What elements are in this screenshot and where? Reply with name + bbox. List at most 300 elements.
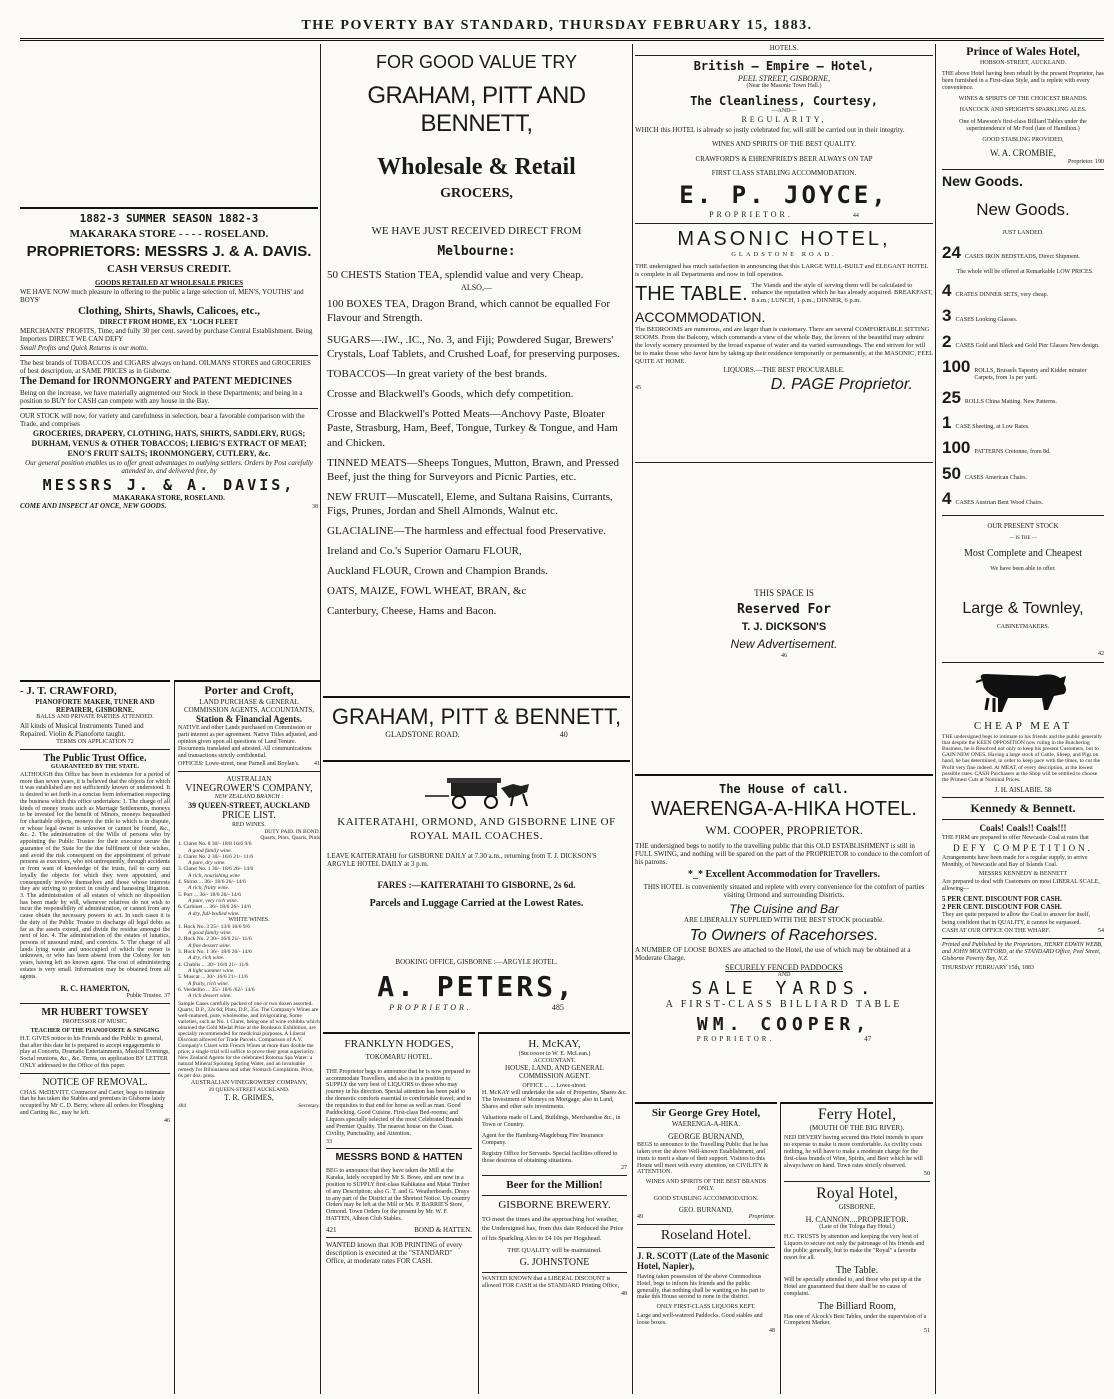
white-wine-list <box>178 924 320 1000</box>
vine-address: 39 QUEEN-STREET, AUCKLAND <box>188 801 310 811</box>
body-text: Valuations made of Land, Buildings, Merchandise &c., in Town or Country. <box>482 1115 621 1128</box>
goods-qty: 100 <box>942 438 971 458</box>
ad-number: 42 <box>1098 651 1104 658</box>
wine-desc: A rich dessert wine. <box>188 993 232 1000</box>
porter-offices: OFFICES: Lowe-street, near Parnell and Boylan's. <box>178 760 300 767</box>
crawford-heading: - J. T. CRAWFORD, <box>20 685 117 697</box>
goods-qty: 50 <box>942 463 961 483</box>
cooper-line: WM. COOPER, PROPRIETOR. <box>705 823 863 837</box>
ad-number: 27 <box>621 1165 627 1172</box>
trust-sub: GUARANTEED BY THE STATE. <box>50 764 140 771</box>
body-text: CHAS. McDEVITT, Contractor and Carter, begs to intimate that he has taken the Stables and premises in Gisborne lately occupied by Mr C. D. Berry, where all orders for Ploughing and Carting &c., may be left. <box>20 1089 166 1117</box>
body-text: Sample Cases carefully packed of one or two dozen assorted. Quarts, D.P., 32s 6d; Pints, D.P., 35s. The Company's Wines are well-matured, pure, wholesome, and invigorating. Some varieties, such as No. 1 Claret, being one of wine exhibits which obtained the Gold Medal Prize at the Bordeaux Exhibition, are specially recommended for medicinal purposes. A Liberal Discount allowed for Trade Parcels. Comparison of A.V. Company's Claret with French Wines at more than double the price; a single trial will suffice to prove their great superiority. New Zealand Agents for the celebrated Rotorua Spa Water: a natural Mineral Spouting Spring Water, and an invaluable remedy for Biliousness and other Stomach Complaints. Price, 6s per doz. pints. <box>178 1000 320 1080</box>
cuisine-line: The Cuisine and Bar <box>729 902 839 916</box>
bull-icon <box>968 666 1078 718</box>
ad-number: 44 <box>852 213 859 220</box>
peel-line: PEEL STREET, GISBORNE, <box>737 73 831 83</box>
ad-number: 50 <box>924 1170 930 1177</box>
wine-row: 6. Verdeilho ... 35/- 18/6 /62/- 14/6 <box>178 986 255 993</box>
wine-desc: A rich, nourishing wine <box>188 872 240 879</box>
body-text: Large and well-watered Paddocks. Good stables and loose boxes. <box>637 1313 763 1327</box>
accom-heading: ACCOMMODATION. <box>635 308 766 325</box>
stock-item: SUGARS—.IW., .IC., No. 3, and Fiji; Powdered Sugar, Brewers' Crystals, Loaf Tablets, and Crushed Loaf, for preserving purposes. <box>327 334 620 361</box>
billiard-line: A FIRST-CLASS BILLIARD TABLE <box>665 999 903 1010</box>
stock-item: TOBACCOS—In great variety of the best brands. <box>327 368 548 381</box>
goods-item <box>942 438 1104 458</box>
body-text: They are quite prepared to allow the Coal to answer for itself, being confident that in QUALITY, it cannot be surpassed. <box>942 912 1090 926</box>
secure-line: SECURELY FENCED PADDOCKS <box>725 963 843 972</box>
white-heading: WHITE WINES. <box>228 916 270 923</box>
goods-item <box>942 489 1104 509</box>
body-text: TO meet the times and the approaching hot weather, the Undersigned has, from this date Reduced the Price of his Sparkling Ales to £4 10s per Hogshead. <box>482 1215 624 1243</box>
vine-footer2: 39 QUEEN-STREET AUCKLAND. <box>208 1087 290 1094</box>
direct-line: DIRECT FROM HOME, EX "LOCH FLEET <box>99 317 239 326</box>
kennedy-heading: Kennedy & Bennett. <box>970 801 1076 816</box>
hamerton-sub: Public Trustee. 37 <box>126 993 170 1000</box>
body-text: THE Proprietor begs to announce that he is now prepared to accommodate Travellers, and also is in a position to SUPPLY the very best of LIQUORS to those who may journey in his direction. Special attention has been paid to the domestic comforts essential to comfortable travel; and to the requisites to that end for horse as well as man. Good Paddocking. Good Cuisine. First-class Bed-rooms; and Liquors specially selected of the most Celebrated Brands and Premier Quality. The nearest house on the Coast. Civility, Punctuality, and Attention. <box>326 1068 472 1137</box>
wine-row: 2. Hock No. 2 30/- 16/6 21/- 11/6 <box>178 936 252 943</box>
joyce-heading: E. P. JOYCE, <box>679 181 889 210</box>
ferry-heading: Ferry Hotel, <box>817 1106 897 1123</box>
grey-heading: Sir George Grey Hotel, <box>651 1107 761 1119</box>
wines-line: WINES AND SPIRITS OF THE BEST QUALITY. <box>711 140 857 149</box>
crawford-terms: TERMS ON APPLICATION 72 <box>56 738 134 745</box>
liquors-line: LIQUORS.—THE BEST PROCURABLE. <box>723 366 845 375</box>
wine-row: 4. Shiraz ... 36/- 18/6 26/- 14/6 <box>178 879 246 886</box>
hancock-line: HANCOCK AND SPEIGHT'S SPARKLING ALES. <box>959 107 1087 114</box>
stock-item: Crosse and Blackwell's Potted Meats—Anchovy Paste, Bloater Paste, Strasburg, Ham, Beef, Tongue, Turkey & Tongue, and Ham and Chicken. <box>327 408 618 449</box>
goods-text: ROLLS, Brussels Tapestry and Kidder minster Carpets, from 1s per yard. <box>974 368 1087 382</box>
clothing-line: Clothing, Shirts, Shawls, Calicoes, etc., <box>77 304 261 317</box>
cheap-heading: CHEAP MEAT <box>973 719 1073 732</box>
waerenga-heading: WAERENGA-A-HIKA HOTEL. <box>651 798 917 820</box>
masthead-rule <box>20 38 1104 41</box>
is-line: — IS THE — <box>1009 535 1037 541</box>
body-text: The BEDROOMS are numerous, and are larger than is customary. There are several COMFORTABLE SITTING ROOMS. From the Balcony, which commands a view of the whole Bay, the lovers of the beautiful may admire the lovely scenery presented by the broad expanse of water and its varied surroundings. The end striven for will be to make those who favor him by taking up their residence temporarily or permanently, at the MASONIC, FEEL QUITE AT HOME. <box>635 326 933 365</box>
goods-qty: 24 <box>942 243 961 263</box>
body-text: THE undersigned begs to notify to the travelling public that this OLD ESTABLISHMENT is still in FULL SWING, and nothing will be spared on the part of the PROPRIETOR to conduce to the comfort of his patrons. <box>635 842 930 866</box>
goods-item <box>942 306 1104 326</box>
wine-row: 1. Claret No. 8 30/- 18/8 16/6 9/6 <box>178 841 252 848</box>
roseland-heading: Roseland Hotel. <box>660 1227 752 1243</box>
gpb-footer-block <box>323 696 630 756</box>
qp-heading: Quarts, Pints, Quarts, Pints <box>260 834 320 841</box>
goods-text: CASES Gold and Black and Gold Pier Glasses New design. <box>955 342 1100 349</box>
goods-qty: 25 <box>942 387 961 407</box>
goods-item <box>942 269 1104 276</box>
price-heading: PRICE LIST. <box>222 810 276 822</box>
hobson-line: HOBSON-STREET, AUCKLAND. <box>979 60 1067 67</box>
body-text: BEGS to announce to the Travelling Public that he has taken over the above Well-known Establishment, and trusts to merit a share of their support. Visitors to this House will meet with every attention, on CIVILITY & ATTENTION. <box>637 1141 769 1176</box>
wine-row: 1. Hock No. 3 25/- 13/6 16/6 9/6 <box>178 923 250 930</box>
ad-number: 40 <box>559 730 568 739</box>
british-heading: British — Empire — Hotel, <box>693 59 875 74</box>
column-divider <box>320 44 321 1394</box>
column-left-lower-b <box>174 680 320 1394</box>
towsey-heading: MR HUBERT TOWSEY <box>41 1007 149 1019</box>
hamerton-sig: R. C. HAMERTON, <box>60 984 130 994</box>
landed-line: JUST LANDED. <box>1002 230 1044 237</box>
parcels-line: Parcels and Luggage Carried at the Lowest Rates. <box>369 897 584 909</box>
body-text: Will be specially attended to, and those who put up at the Hotel are guaranteed that there shall be no cause of complaint. <box>784 1277 922 1298</box>
vine-heading2: VINEGROWER'S COMPANY, <box>185 782 313 794</box>
stabling-line: GOOD STABLING PROVIDED, <box>982 136 1064 143</box>
body-text: The Viands and the style of serving them will be calculated to enhance the reputation which he has already acquired. BREAKFAST, 8 a.m.; LUNCH, 1 p.m.; DINNER, 6 p.m. <box>751 281 933 305</box>
body-text: Agent for the Hamburg-Magdeburg Fire Insurance Company. <box>482 1132 604 1146</box>
coach-icon <box>417 776 537 810</box>
mckay-house: HOUSE, LAND, AND GENERAL COMMISSION AGENT. <box>505 1064 604 1081</box>
coach-heading: KAITERATAHI, ORMOND, AND GISBORNE LINE OF ROYAL MAIL COACHES. <box>337 816 616 842</box>
stock-item: Auckland FLOUR, Crown and Champion Brands. <box>327 565 548 578</box>
discount-5: 5 PER CENT. DISCOUNT FOR CASH. <box>942 894 1062 903</box>
grey-stable: GOOD STABLING ACCOMMODATION. <box>653 1196 759 1203</box>
dickson-line: T. J. DICKSON'S <box>741 621 827 633</box>
body-text: The best brands of TOBACCOS and CIGARS always on hand. OILMANS STORES and GROCERIES of best description, at SAME PRICES as in Gisborne. <box>20 359 311 376</box>
and-line: —AND— <box>771 107 797 114</box>
masonic-heading: MASONIC HOTEL, <box>677 228 891 251</box>
gpb-footer-sub: GLADSTONE ROAD. <box>385 730 460 739</box>
wine-row: 4. Chablis ... 30/- 16/6 21/- 11/6 <box>178 961 249 968</box>
goods-qty: 100 <box>942 357 971 377</box>
goods-text: CASES American Chairs. <box>964 474 1028 481</box>
cannon-line: H. CANNON....PROPRIETOR. <box>805 1215 909 1225</box>
body-text: A NUMBER OF LOOSE BOXES are attached to the Hotel, the use of which may be obtained at a Moderate Charge. <box>635 946 911 962</box>
houseof-heading: The House of call. <box>718 782 850 796</box>
body-text: NED DEVERY having secured this Hotel intends to spare no expense to make it more comfortable. As civility costs nothing, he will have to make a moderate charge for the first-class brands of Wine, Spirits, and Beer which he will always have on hand. Town rates strictly observed. <box>784 1135 924 1169</box>
mckay-heading: H. McKAY, <box>528 1038 581 1050</box>
wine-desc: A fine dessert wine. <box>188 942 231 949</box>
stock-item: 100 BOXES TEA, Dragon Brand, which cannot be equalled For Flavour and Strength. <box>327 297 610 324</box>
franklyn-block <box>323 1032 475 1394</box>
wine-row: 3. Hock No. 1 36/- 18/6 26/- 14/6 <box>178 949 252 956</box>
wholesale-heading: Wholesale & Retail <box>377 154 576 181</box>
royal-heading: Royal Hotel, <box>816 1184 898 1202</box>
ad-number: 48 <box>621 1290 627 1297</box>
wine-desc: A pure, very rich wine. <box>188 898 239 905</box>
vine-footer: AUSTRALIAN VINEGROWERS' COMPANY, <box>190 1080 308 1087</box>
goods-qty: 4 <box>942 281 952 301</box>
towsey-teacher: TEACHER OF THE PIANOFORTE & SINGING <box>30 1027 160 1034</box>
billiard-heading: The Billiard Room, <box>817 1301 897 1313</box>
goods-item <box>942 388 1104 408</box>
scott-line: J. R. SCOTT (Late of the Masonic Hotel, Napier), <box>637 1251 769 1272</box>
body-text: H. McKAY will undertake the sale of Properties, Shares &c. The Investment of Moneys on Mortgage; also in Land, Shares and other safe investments. <box>482 1090 627 1111</box>
body-text: Has one of Alcock's Best Tables, under the supervision of a Competent Marker. <box>784 1313 927 1327</box>
royal-sub: GISBORNE. <box>838 1203 876 1212</box>
wine-desc: A dry, rich wine. <box>188 955 225 962</box>
liberal-line: ARE LIBERALLY SUPPLIED WITH THE BEST STOCK procurable. <box>684 916 884 924</box>
bond-heading: MESSRS BOND & HATTEN <box>335 1152 463 1164</box>
cash-heading: CASH VERSUS CREDIT. <box>107 263 231 276</box>
table-heading: THE TABLE. <box>635 282 748 305</box>
body-text: WANTED KNOWN that a LIBERAL DISCOUNT is allowed FOR CASH at the STANDARD Printing Office, <box>482 1275 620 1289</box>
grey-sig: GEO. BURNAND, <box>678 1206 734 1214</box>
duty-heading: DUTY PAID. IN BOND. <box>264 828 320 835</box>
waerenga-block <box>635 774 933 1102</box>
peters-block <box>323 952 630 1032</box>
johnstone-sig: G. JOHNSTONE <box>519 1257 590 1269</box>
regularity-line: REGULARITY, <box>741 115 827 125</box>
body-text: NATIVE and other Lands purchased on Commission or parti interest as per agreement. Native Titles adjusted, and opinion given upon all questions of Land Tenure. Documents translated and attested. All communications and transactions strictly confidential. <box>178 725 318 759</box>
body-text: Being on the increase, we have materially augmented our Stock in these Departments; and being in a position to BUY for CASH can compete with any house in the Bay. <box>20 389 303 406</box>
porter-sub: LAND PURCHASE & GENERAL COMMISSION AGENTS, ACCOUNTANTS, <box>183 697 315 714</box>
season-heading: 1882-3 SUMMER SEASON 1882-3 <box>79 212 259 225</box>
ad-number: 47 <box>864 1035 872 1043</box>
crawford-sub: PIANOFORTE MAKER, TUNER AND REPAIRER, GISBORNE. <box>35 697 155 714</box>
ferry-block <box>780 1102 933 1394</box>
stock-item: 50 CHESTS Station TEA, splendid value and very Cheap. <box>327 268 584 281</box>
towsey-sub: PROFESSOR OF MUSIC. <box>62 1018 128 1025</box>
able-line: We have been able to offer. <box>990 565 1056 572</box>
aislabie-sig: J. H. AISLABIE. 58 <box>994 786 1052 795</box>
melbourne-heading: Melbourne: <box>437 243 516 259</box>
wine-row: 2. Claret No. 2 30/- 16/6 21/- 11/6 <box>178 853 254 860</box>
red-heading: RED WINES. <box>232 821 266 828</box>
goods-text: ROLLS China Matting. New Patterns. <box>964 398 1057 405</box>
crombie-sig: W. A. CROMBIE, <box>990 148 1056 159</box>
quality-line: THE QUALITY will be maintained. <box>507 1246 602 1254</box>
ad-number: 485 <box>551 1003 564 1012</box>
ad-number: 46 <box>164 1118 170 1125</box>
stock-line: OUR PRESENT STOCK <box>987 521 1059 530</box>
goods-text: CASE Sheeting, at Low Rates. <box>955 423 1030 430</box>
goods-item <box>942 413 1104 433</box>
fares-line: FARES :—KAITERATAHI TO GISBORNE, 2s 6d. <box>377 879 576 890</box>
ad-number: 46 <box>781 653 787 659</box>
body-text: Having taken possession of the above Commodious Hotel, begs to inform his friends and the public generally, that nothing shall be wanting on his part to make this House second to none in the district. <box>637 1273 765 1301</box>
newgoods-heading: New Goods. <box>942 173 1023 190</box>
messrs-line: MESSRS KENNEDY & BENNETT <box>978 871 1068 878</box>
page-sig: D. PAGE Proprietor. <box>770 375 913 393</box>
clean-heading: The Cleanliness, Courtesy, <box>690 93 878 108</box>
stock-item: Canterbury, Cheese, Hams and Bacon. <box>327 605 497 618</box>
column-divider <box>935 44 936 1394</box>
body-text: THE undersigned has much satisfaction in announcing that this LARGE WELL-BUILT and ELEGANT HOTEL is complete in all Departments and now in full operation. <box>635 263 929 278</box>
brewery-heading: GISBORNE BREWERY. <box>498 1198 611 1211</box>
body-text: All kinds of Musical Instruments Tuned and Repaired. Violin & Pianoforte taught. <box>20 721 144 738</box>
reserved-block <box>635 462 933 774</box>
peters-heading: A. PETERS, <box>377 970 576 1003</box>
received-heading: WE HAVE JUST RECEIVED DIRECT FROM <box>371 224 582 237</box>
groceries-list: GROCERIES, DRAPERY, CLOTHING, HATS, SHIRTS, SADDLERY, RUGS; DURHAM, VENUS & OTHER TOBACCOS; LIEBIG'S EXTRACT OF MEAT; ENO'S FRUIT SALTS; IRONMONGERY, CUTLERY, &c. <box>31 429 307 458</box>
franklyn-heading: FRANKLYN HODGES, <box>344 1038 454 1050</box>
forgood-heading: FOR GOOD VALUE TRY <box>375 52 578 72</box>
owners-heading: To Owners of Racehorses. <box>689 927 879 944</box>
body-text: MERCHANTS' PROFITS, Time, and fully 30 per cent. saved by purchase Central Establishment. Being Importers DIRECT WE CAN DEFY <box>20 326 313 343</box>
column-right <box>939 44 1107 1394</box>
wines-line: WINES & SPIRITS OF THE CHOICEST BRANDS. <box>958 96 1088 103</box>
wine-desc: A fruity, rich wine. <box>188 980 229 987</box>
beer-line: CRAWFORD'S & EHRENFRIED'S BEER ALWAYS ON TAP <box>695 154 873 163</box>
porter-heading: Porter and Croft, <box>204 683 294 697</box>
vine-branch: NEW ZEALAND BRANCH : <box>214 794 284 801</box>
sale-heading: SALE YARDS. <box>691 978 877 999</box>
ad-number: 33 <box>326 1138 332 1145</box>
body-text: WE HAVE NOW much pleasure in offering to the public a large selection of, MEN'S, YOUTHS' and BOYS' <box>20 287 304 304</box>
ad-number: 54 <box>1098 927 1104 934</box>
crawford-balls: BALLS AND PRIVATE PARTIES ATTENDED. <box>36 713 154 720</box>
cannon-sub: (Late of the Tologa Bay Hotel.) <box>819 1224 895 1231</box>
newgoods-heading2: New Goods. <box>976 199 1070 219</box>
cabinet-line: CABINETMAKERS. <box>996 624 1050 631</box>
grey-sig-sub: Proprietor. <box>748 1214 775 1221</box>
ad-number: 38 <box>312 504 318 511</box>
reserved-line: Reserved For <box>737 602 831 617</box>
stock-item: ALSO,— <box>461 282 492 292</box>
mckay-block <box>478 1032 630 1394</box>
red-wine-list <box>178 841 320 917</box>
removal-heading: NOTICE OF REMOVAL. <box>42 1077 148 1089</box>
stock-item: TINNED MEATS—Sheeps Tongues, Mutton, Brawn, and Pressed Beef, just the thing for Surveyors and Picnic Parties, etc. <box>327 456 620 483</box>
coals-line: Coals! Coals!! Coals!!! <box>979 822 1067 833</box>
trust-body: ALTHOUGH this Office has been in existence for a period of more than seven years, it is believed that the objects for which it was established are not sufficiently known or understood. It is desired to set forth in a concise form information respecting the business which this office undertakes: 1. The charge of all kinds of money trusts such as Marriage Settlements, moneys to be invested for the benefit of Minors, moneys bequeathed for charitable objects, moneys the title to which is in dispute, or whose legal owner is unknown or cannot be found, &c., &c. 2. The administration of the Wills of persons who by appointing the Public Trustee for their executor secure the guarantee of the State for the due fulfilment of their wishes, and avoid the risk consequent on the appointment of private persons as executors, who not unfrequently, through accidents or from want of knowledge of the trusts, fail to carry out loyally the objects for which they were appointed, and consequently involve themselves and those whose interests they are striving to protect in costly and harassing litigation. 3. The administration of all estates of which no disposition has been made by will, whenever relatives do not wish to incur the responsibility of administration, or cannot from any cause obtain the necessary powers to act. In such cases it is the duty of the Public Trustee to discharge all legal debts as far as the assets extend, and divide the residue amongst the next of kin. 4. The administration of the estates of lunatics, persons of unsound mind, and convicts. 5. The charge of all lands lying waste and unoccupied of which the owner is unknown, or who has been absent from the Colony for ten years, having left no known agent. The cost of administering estates is very small. Information may be obtained from all agents. <box>20 772 170 980</box>
goods-item <box>942 243 1104 263</box>
stock-item: Crosse and Blackwell's Goods, which defy competition. <box>327 388 574 401</box>
goods-qty: 1 <box>942 412 952 432</box>
stock-item: Ireland and Co.'s Superior Oamaru FLOUR, <box>327 544 522 557</box>
body-text: WANTED known that JOB PRINTING of every description is executed at the "STANDARD" Office, at moderate rates FOR CASH. <box>326 1241 463 1266</box>
ad-number: 41 <box>314 760 320 767</box>
makaraka-line: MAKARAKA STORE, ROSELAND. <box>113 494 225 503</box>
store-name: MAKARAKA STORE - - - - ROSELAND. <box>69 228 269 241</box>
column-divider <box>632 44 633 1394</box>
wine-row: 5. Muscat ... 30/- 16/6 21/- 11/6 <box>178 974 248 981</box>
proprietors-heading: PROPRIETORS: MESSRS J. & A. DAVIS. <box>26 243 312 261</box>
wine-desc: A good family wine. <box>188 930 232 937</box>
body-text: BEG to announce that they have taken the Mill at the Karaka, lately occupied by Mr S. Bowe, and are now in a position to SUPPLY first-class Kahikatea and Matai Timber of any Description; also G. T. and G. Weatherboards. Drays to any part of the District at the Shortest Notice. Up country Orders may be left at the Mill or Ms. P. BARRIE'S Store, Ormond. Town Orders for the present by Mr. W. F. HATTEN, Albion Club Stables. <box>326 1167 470 1223</box>
goods-text: CASES IRON BEDSTEADS, Direct Shipment. <box>964 254 1080 261</box>
gpb-footer: GRAHAM, PITT & BENNETT, <box>331 704 622 729</box>
firm-heading: GRAHAM, PITT AND BENNETT, <box>367 81 586 138</box>
motto-text: Small Profits and Quick Returns is our motto. <box>20 344 149 353</box>
defy-line: DEFY COMPETITION. <box>953 842 1093 853</box>
wales-heading: Prince of Wales Hotel, <box>966 44 1080 58</box>
excellent-line: *_* Excellent Accommodation for Travellers. <box>688 869 880 880</box>
near-line: (Near the Masonic Town Hall.) <box>746 83 822 90</box>
goods-text: The whole will be offered at Remarkable LOW PRICES. <box>956 268 1094 275</box>
franklyn-sub: TOKOMARU HOTEL. <box>365 1052 433 1061</box>
wholesale-line: GOODS RETAILED AT WHOLESALE PRICES <box>94 278 244 287</box>
body-text: THIS HOTEL is conveniently situated and replete with every convenience for the comfort of parties visiting Ormond and surrounding Districts. <box>643 883 925 899</box>
joyce-sub: PROPRIETOR. <box>709 210 793 220</box>
goods-item <box>942 357 1104 382</box>
goods-item <box>942 464 1104 484</box>
hotels-heading: HOTELS. <box>769 44 799 52</box>
wine-desc: A rich, fruity wine. <box>188 885 230 892</box>
body-text: Registry Office for Servants. Special facilities offered to those desirous of obtaining situations. <box>482 1150 618 1164</box>
body-text: H.T. GIVES notice to his Friends and the Public in general, that after this date he is prepared to accept engagements to play at Concerts, Dramatic Entertainments, Musical Evenings, Social reunions, &c., &c. Terms, on application BY LETTER ONLY addressed to the Office of this paper. <box>20 1035 170 1070</box>
crombie-sub: Proprietor. 190 <box>1068 158 1104 165</box>
space-line: THIS SPACE IS <box>754 588 814 598</box>
cooper-sig: WM. COOPER, <box>696 1014 872 1035</box>
wine-row: 6. Carbinet ... 36/- 18/6 26/- 14/6 <box>178 904 251 911</box>
bond-sig: BOND & HATTEN. <box>414 1226 472 1235</box>
and-line: AND <box>777 972 791 978</box>
ad-number: 421 <box>326 1226 337 1235</box>
ad-number: 49 <box>637 1214 643 1221</box>
grey-sub: WAERENGA-A-HIKA. <box>671 1119 741 1128</box>
coach-block <box>323 760 630 952</box>
body-text: THE FIRM are prepared to offer Newcastle Coal at rates that <box>942 834 1089 841</box>
wine-row: 3. Claret No. 1 36/- 18/6 26/- 14/6 <box>178 866 254 873</box>
goods-item <box>942 332 1104 352</box>
goods-text: CRATES DINNER SETS, very cheap. <box>955 292 1049 299</box>
wine-desc: A pure, dry wine. <box>188 860 226 867</box>
body-text: OUR STOCK will now, for variety and carefulness in selection, bear a favorable comparison with the Trade, and comprises <box>20 412 305 429</box>
burnand-line: GEORGE BURNAND, <box>668 1131 744 1141</box>
goods-qty: 4 <box>942 489 952 509</box>
discount-2: 2 PER CENT. DISCOUNT FOR CASH. <box>942 902 1062 911</box>
stabling-line: FIRST CLASS STABLING ACCOMMODATION. <box>711 168 857 177</box>
stock-item: NEW FRUIT—Muscatell, Eleme, and Sultana Raisins, Currants, Figs, Prunes, Jordan and Shell Almonds, Walnut etc. <box>327 490 613 517</box>
goods-qty: 2 <box>942 331 952 351</box>
body-text: Are prepared to deal with Customers on most LIBERAL SCALE, allowing— <box>942 879 1100 893</box>
davis-signature: MESSRS J. & A. DAVIS, <box>42 476 296 495</box>
goods-qty: 3 <box>942 306 952 326</box>
ferry-sub: (MOUTH OF THE BIG RIVER). <box>809 1124 905 1133</box>
scott-liquors: ONLY FIRST-CLASS LIQUORS KEPT. <box>656 1304 756 1311</box>
goods-text: PATTERNS Cretonne, from 8d. <box>974 449 1051 456</box>
body-text: Arrangements have been made for a regular supply, to arrive Monthly, of Newcastle and Bay of Islands Coal. <box>942 854 1088 868</box>
coach-body: LEAVE KAITERATAHI for GISBORNE DAILY at 7.30 a.m., returning from T. J. DICKSON'S ARGYLE HOTEL DAILY at 3 p.m. <box>327 851 597 868</box>
gladstone-line: GLADSTONE ROAD. <box>731 251 837 259</box>
ad-number: 51 <box>924 1328 930 1335</box>
body-text: WHICH this HOTEL is already so justly celebrated for, will still be carried out in their integrity. <box>635 125 905 134</box>
beer-heading: Beer for the Million! <box>506 1179 603 1192</box>
goods-text: CASES Austrian Bent Wood Chairs. <box>955 500 1044 507</box>
mckay-office: OFFICE ... ... Lowe-street. <box>522 1082 587 1089</box>
wine-desc: A good family wine. <box>188 847 232 854</box>
grimes-sub: Secretary. <box>298 1102 320 1109</box>
body-text: THE above Hotel having been rebuilt by the present Proprietor, has been furnished in a First-class Style, and is replete with every convenience. <box>942 70 1104 91</box>
imprint-text: Printed and Published by the Proprietors, HENRY EDWIN WEBB, and JOHN MOUNTFORD, at the STANDARD Office, Peel Street, Gisborne Poverty Bay, N.Z. <box>942 941 1103 963</box>
office-line: CASH AT OUR OFFICE ON THE WHARF. <box>942 927 1051 934</box>
masthead-title: THE POVERTY BAY STANDARD, THURSDAY FEBRUARY 15, 1883. <box>301 18 813 33</box>
body-text: Our general position enables us to offer great advantages to outlying settlers. Orders by Post carefully attended to, and delivered free, by <box>25 459 313 476</box>
stock-item: OATS, MAIZE, FOWL WHEAT, BRAN, &c <box>327 585 527 598</box>
porter-sub2: Station & Financial Agents. <box>195 713 302 724</box>
mckay-sub: (Successor to W. E. McLean.) <box>518 1050 591 1057</box>
vine-heading: AUSTRALIAN <box>226 774 272 783</box>
stock-item: GLACIALINE—The harmless and effectual food Preservative. <box>327 524 606 537</box>
grocers-heading: GROCERS, <box>440 185 513 201</box>
ad-number: 48 <box>769 1327 775 1334</box>
cooper-sub: PROPRIETOR. <box>696 1035 775 1043</box>
come-line: COME AND INSPECT AT ONCE, NEW GOODS. <box>20 502 167 511</box>
grey-block <box>635 1102 777 1394</box>
goods-list <box>942 243 1104 509</box>
column-left-lower-a <box>20 680 170 1394</box>
ad-number: 45 <box>635 384 641 391</box>
table-heading-small: The Table. <box>835 1264 879 1276</box>
body-text: One of Mawson's first-class Billiard Tables under the superintendence of Mr Ford (late of Hamilton.) <box>959 118 1087 132</box>
goods-item <box>942 281 1104 301</box>
booking-line: BOOKING OFFICE, GISBORNE :—ARGYLE HOTEL. <box>395 958 558 966</box>
wine-desc: A light summer wine. <box>188 968 235 975</box>
body-text: H.C. TRUSTS by attention and keeping the very best of Liquors to secure not only the patronage of his friends and the public generally, but to make the "Royal" a favorite resort for all. <box>784 1234 925 1261</box>
mckay-acc: ACCOUNTANT. <box>533 1057 576 1064</box>
townley-heading: Large & Townley, <box>962 600 1084 618</box>
trust-heading: The Public Trust Office. <box>43 752 147 764</box>
peters-sub: PROPRIETOR. <box>389 1003 472 1012</box>
wine-desc: A dry, full-bodied wine. <box>188 910 240 917</box>
imprint-date: THURSDAY FEBRUARY 15th, 1883 <box>942 964 1035 971</box>
goods-text: CASES Looking Glasses. <box>955 317 1018 324</box>
body-text: THE undersigned begs to intimate to his friends and the public generally that despite the KEEN OPPOSITION now ruling in the Butchering Business, he is Resolved not only to keep his present Customers, but to GAIN NEW ONES. Having a large stock of Cattle, Sheep, and Pigs on hand, he has determined, in order to keep pace with the times, to cut the Profit very fine indeed. At MEAT, of every description, at the lowest possible rates. CASH Purchasers at the Shop will be entitled to choose the Primest Cuts at Nominal Prices. <box>942 733 1102 783</box>
grimes-sig: T. R. GRIMES, <box>224 1093 274 1103</box>
newad-line: New Advertisement. <box>730 637 838 651</box>
grey-wines: WINES AND SPIRITS OF THE BEST BRANDS ONLY. <box>645 1179 767 1193</box>
